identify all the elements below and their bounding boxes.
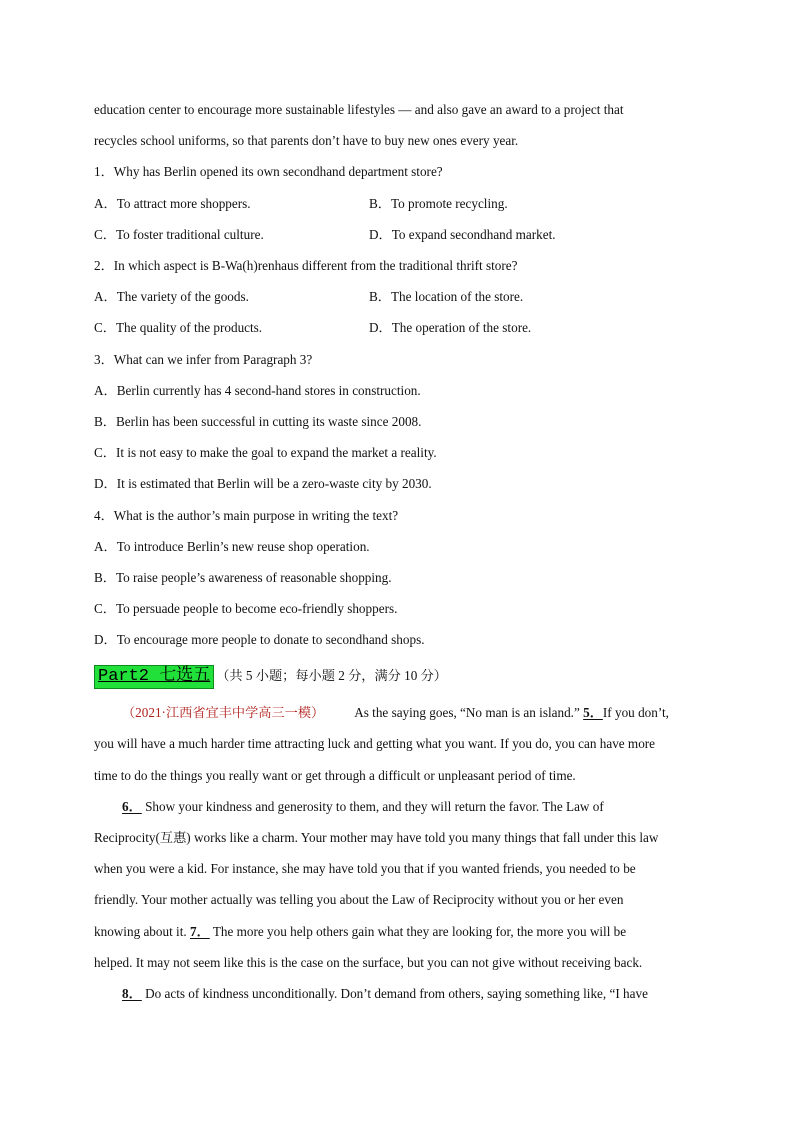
blank-5: 5．: [583, 705, 603, 720]
paragraph-line: [122, 704, 747, 722]
passage-line: education center to encourage more sustainable lifestyles — and also gave an award to a project that: [94, 102, 624, 117]
paragraph-line: you will have a much harder time attracting luck and getting what you want. If you do, you can have more: [94, 736, 656, 751]
option-b: B．To promote recycling.: [369, 196, 508, 211]
option-c: C．It is not easy to make the goal to expand the market a reality.: [94, 445, 437, 460]
paragraph-line: helped. It may not seem like this is the case on the surface, but you can not give without receiving back.: [94, 955, 643, 970]
option-b: B．To raise people’s awareness of reasonable shopping.: [94, 570, 392, 585]
option-a: A．Berlin currently has 4 second-hand stores in construction.: [94, 383, 421, 398]
paragraph-line: [122, 985, 747, 1003]
option-b: B．The location of the store.: [369, 289, 524, 304]
paragraph-line: when you were a kid. For instance, she may have told you that if you wanted friends, you needed to be: [94, 861, 636, 876]
part2-note: （共 5 小题；每小题 2 分，满分 10 分）: [216, 668, 447, 683]
passage-line: recycles school uniforms, so that parents don’t have to buy new ones every year.: [94, 133, 519, 148]
part2-badge: Part2 七选五: [94, 665, 214, 689]
blank-8: 8．: [122, 986, 142, 1001]
question-stem: 2．In which aspect is B-Wa(h)renhaus different from the traditional thrift store?: [94, 258, 518, 273]
option-a: A．The variety of the goods.: [94, 289, 249, 304]
paragraph-text: If you don’t,: [602, 705, 669, 720]
question-stem: 4．What is the author’s main purpose in writing the text?: [94, 508, 399, 523]
paragraph-line: [94, 923, 719, 941]
paragraph-text: As the saying goes, “No man is an island.”: [354, 705, 580, 720]
question-stem: 1．Why has Berlin opened its own secondhand department store?: [94, 164, 443, 179]
paragraph-text: knowing about it.: [94, 924, 190, 939]
option-a: A．To attract more shoppers.: [94, 196, 251, 211]
paragraph-text: Do acts of kindness unconditionally. Don’t demand from others, saying something like, “I have: [141, 986, 648, 1001]
paragraph-line: time to do the things you really want or get through a difficult or unpleasant period of time.: [94, 768, 576, 783]
option-b: B．Berlin has been successful in cutting its waste since 2008.: [94, 414, 422, 429]
option-d: D．It is estimated that Berlin will be a zero-waste city by 2030.: [94, 476, 432, 491]
option-d: D．The operation of the store.: [369, 320, 532, 335]
blank-6: 6．: [122, 799, 142, 814]
option-d: D．To encourage more people to donate to secondhand shops.: [94, 632, 425, 647]
paragraph-line: Reciprocity(互惠) works like a charm. Your mother may have told you many things that fall under this law: [94, 830, 659, 845]
paragraph-line: [122, 798, 747, 816]
paragraph-line: friendly. Your mother actually was telling you about the Law of Reciprocity without you or her even: [94, 892, 624, 907]
paragraph-text: Show your kindness and generosity to them, and they will return the favor. The Law of: [141, 799, 604, 814]
part2-heading: [94, 664, 719, 689]
question-stem: 3．What can we infer from Paragraph 3?: [94, 352, 313, 367]
blank-7: 7．: [189, 924, 210, 939]
option-c: C．To foster traditional culture.: [94, 227, 264, 242]
option-a: A．To introduce Berlin’s new reuse shop operation.: [94, 539, 370, 554]
source-citation: （2021·江西省宜丰中学高三一模）: [122, 705, 325, 720]
option-d: D．To expand secondhand market.: [369, 227, 556, 242]
paragraph-text: The more you help others gain what they are looking for, the more you will be: [209, 924, 627, 939]
option-c: C．To persuade people to become eco-friendly shoppers.: [94, 601, 398, 616]
option-c: C．The quality of the products.: [94, 320, 263, 335]
